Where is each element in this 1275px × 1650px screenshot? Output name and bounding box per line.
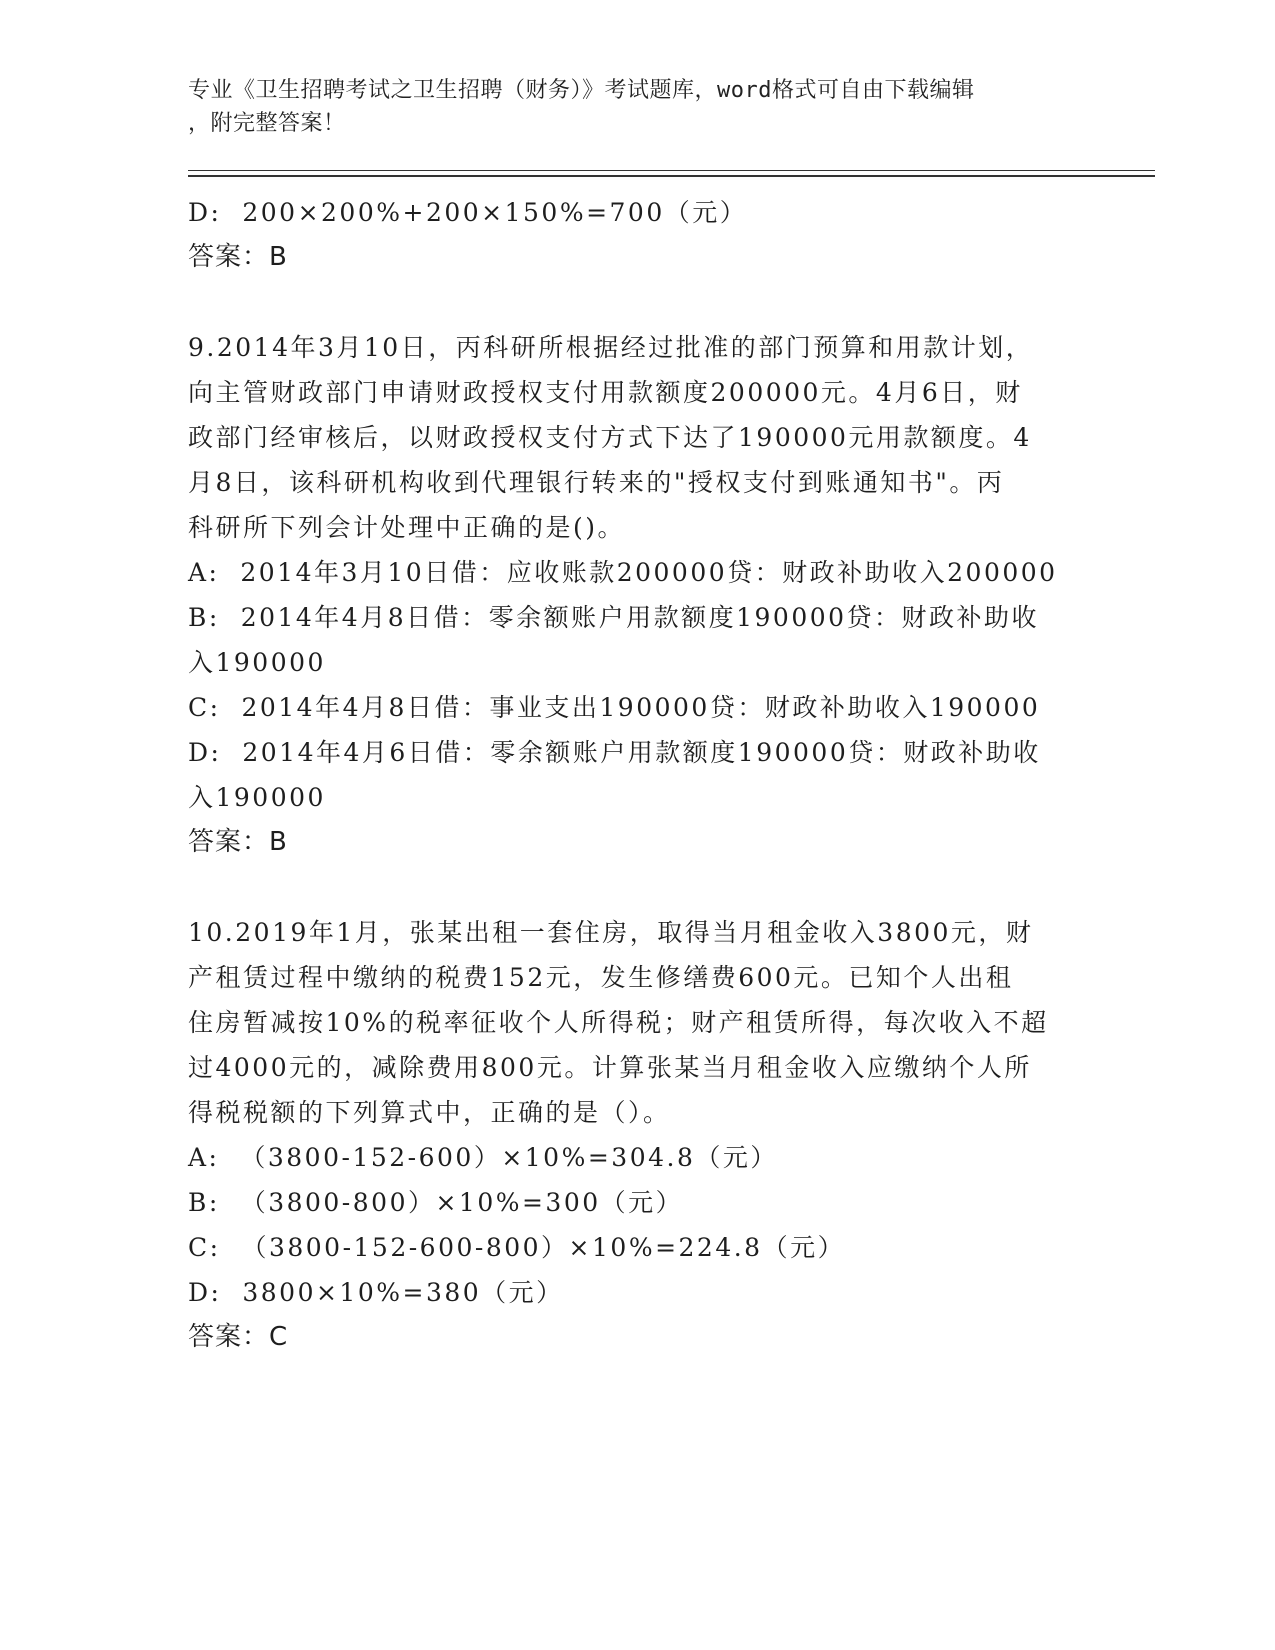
q9-option-b: B: 2014年4月8日借：零余额账户用款额度190000贷：财政补助收: [188, 603, 1040, 632]
q10-stem-line: 得税税额的下列算式中，正确的是（）。: [188, 1098, 671, 1127]
q9-option-d: D: 2014年4月6日借：零余额账户用款额度190000贷：财政补助收: [188, 738, 1041, 767]
q9-answer: 答案：B: [188, 827, 288, 857]
header-rule-thick: [188, 175, 1155, 177]
q9-option-c: C: 2014年4月8日借：事业支出190000贷：财政补助收入190000: [188, 693, 1041, 722]
document-body: [188, 190, 1088, 1360]
q9-option-a: A: 2014年3月10日借：应收账款200000贷：财政补助收入200000: [188, 558, 1058, 587]
q9-stem-line: 9.2014年3月10日，丙科研所根据经过批准的部门预算和用款计划，: [188, 333, 1034, 362]
q10-stem-line: 10.2019年1月，张某出租一套住房，取得当月租金收入3800元，财: [188, 918, 1034, 947]
header-line-1: 专业《卫生招聘考试之卫生招聘（财务）》考试题库，word格式可自由下载编辑: [188, 78, 975, 103]
prev-option-d: D: 200×200%+200×150%=700（元）: [188, 198, 748, 227]
document-header: [188, 74, 1068, 140]
q10-stem-line: 过4000元的，减除费用800元。计算张某当月租金收入应缴纳个人所: [188, 1053, 1032, 1082]
question-10: [188, 910, 1088, 1360]
q9-stem-line: 科研所下列会计处理中正确的是()。: [188, 513, 626, 542]
q10-stem-line: 产租赁过程中缴纳的税费152元，发生修缮费600元。已知个人出租: [188, 963, 1014, 992]
question-9: [188, 325, 1088, 865]
header-rule-thin: [188, 170, 1155, 171]
q10-answer: 答案：C: [188, 1322, 289, 1352]
q9-option-b-cont: 入190000: [188, 648, 326, 677]
q10-option-b: B: （3800-800）×10%=300（元）: [188, 1188, 684, 1217]
q9-stem-line: 月8日，该科研机构收到代理银行转来的"授权支付到账通知书"。丙: [188, 468, 1005, 497]
spacer: [188, 865, 1088, 910]
spacer: [188, 280, 1088, 325]
q9-option-d-cont: 入190000: [188, 783, 326, 812]
prev-answer: 答案：B: [188, 242, 288, 272]
q10-stem-line: 住房暂减按10%的税率征收个人所得税；财产租赁所得，每次收入不超: [188, 1008, 1049, 1037]
q10-option-a: A: （3800-152-600）×10%=304.8（元）: [188, 1143, 778, 1172]
q9-stem-line: 政部门经审核后，以财政授权支付方式下达了190000元用款额度。4: [188, 423, 1032, 452]
q9-stem-line: 向主管财政部门申请财政授权支付用款额度200000元。4月6日，财: [188, 378, 1023, 407]
q10-option-c: C: （3800-152-600-800）×10%=224.8（元）: [188, 1233, 846, 1262]
q10-option-d: D: 3800×10%=380（元）: [188, 1278, 564, 1307]
header-line-2: ，附完整答案！: [188, 111, 346, 136]
